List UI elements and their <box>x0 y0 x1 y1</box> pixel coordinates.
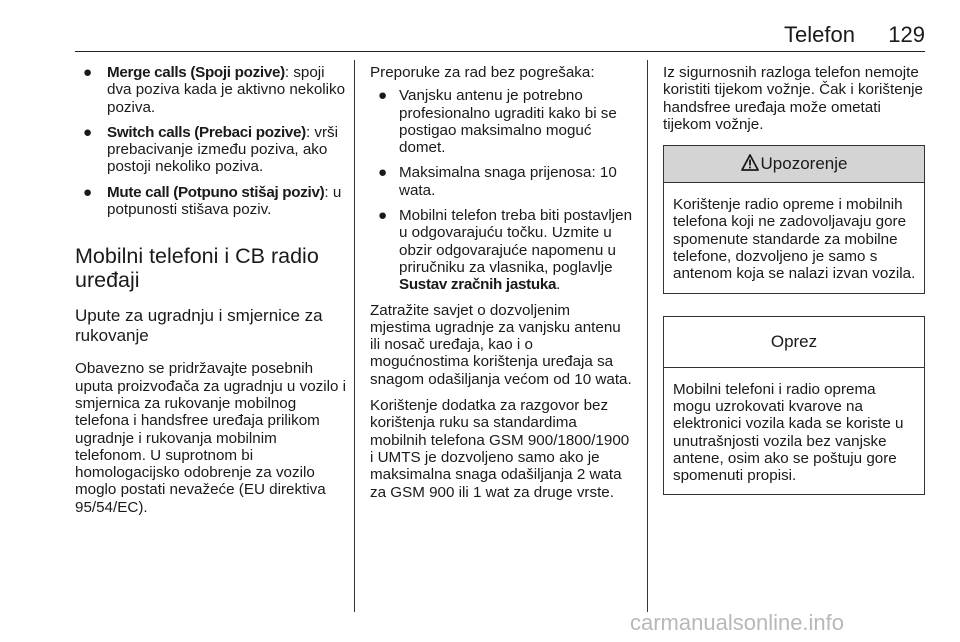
bullet-icon: ● <box>83 183 93 201</box>
body-paragraph: Iz sigurnosnih razloga telefon nemojte koristiti tijekom vožnje. Čak i korištenje handsfree uređaja može ometati tijekom vožnje. <box>663 64 923 133</box>
body-paragraph: Obavezno se pridržavajte posebnih uputa proizvođača za ugradnju u vozilo i smjernica za rukovanje mobilnog telefona i handsfree uređaja prilikom ugradnje i rukovanja mobilnim telefonom. U suprotnom bi homologacijsko odobrenje za vozilo moglo postati nevažeće (EU direktiva 95/54/EC). <box>75 360 347 516</box>
bullet-icon: ● <box>378 207 388 225</box>
column-divider <box>354 60 355 612</box>
body-paragraph: Korištenje dodatka za razgovor bez korištenja ruku sa standardima mobilnih telefona GSM 900/1800/1900 i UMTS je dozvoljeno samo ako je maksimalna snaga odašiljanja 2 wata za GSM 900 ili 1 wat za druge vrste. <box>370 397 630 501</box>
call-options-list <box>75 64 347 218</box>
watermark: carmanualsonline.info <box>630 610 845 635</box>
list-item <box>370 164 634 199</box>
caution-box <box>663 316 925 496</box>
option-description: : u potpunosti stišava poziv. <box>107 183 342 219</box>
section-heading: Mobilni telefoni i CB radio uređaji <box>75 244 319 293</box>
list-item <box>75 64 347 116</box>
page-header <box>75 22 925 48</box>
caution-header: Oprez <box>664 317 924 368</box>
option-description: : vrši prebacivanje između poziva, ako postoji nekoliko poziva. <box>107 123 338 176</box>
option-description: : spoji dva poziva kada je aktivno nekoliko poziva. <box>107 64 346 116</box>
bullet-icon: ● <box>83 123 93 141</box>
list-item-text: Mobilni telefon treba biti postavljen u odgovarajuću točku. Uzmite u obzir odgovarajuće napomenu u priručniku za vlasnika, poglavlje <box>399 207 633 276</box>
recommendations-intro: Preporuke za rad bez pogrešaka: <box>370 64 595 81</box>
bullet-icon: ● <box>378 164 388 182</box>
list-item-text: Vanjsku antenu je potrebno profesionalno ugraditi kako bi se postigao maksimalno moguć domet. <box>399 87 617 157</box>
subsection-heading: Upute za ugradnju i smjernice za rukovanje <box>75 306 323 346</box>
option-name: Merge calls (Spoji pozive) <box>107 64 285 81</box>
warning-box <box>663 145 925 293</box>
column-1 <box>75 64 347 525</box>
chapter-reference: Sustav zračnih jastuka <box>399 276 557 294</box>
list-item <box>370 207 634 293</box>
warning-text: Korištenje radio opreme i mobilnih telefona koji ne zadovoljavaju gore spomenute standarde za mobilne telefone, dozvoljeno je samo s antenom koja se nalazi izvan vozila. <box>673 196 916 283</box>
section-title: Telefon <box>784 22 855 47</box>
list-item <box>75 124 347 176</box>
list-item <box>370 87 634 156</box>
header-rule <box>75 51 925 52</box>
bullet-icon: ● <box>83 64 93 81</box>
warning-header <box>664 146 924 183</box>
bullet-icon: ● <box>378 87 388 105</box>
body-paragraph: Zatražite savjet o dozvoljenim mjestima ugradnje za vanjsku antenu ili nosač uređaja, kao i o mogućnostima korištenja uređaja sa snagom odašiljanja većom od 10 wata. <box>370 301 632 388</box>
column-2 <box>370 64 634 510</box>
list-item-end: . <box>556 276 561 294</box>
option-name: Switch calls (Prebaci pozive) <box>107 123 306 141</box>
caution-text: Mobilni telefoni i radio oprema mogu uzrokovati kvarove na elektronici vozila kada se koriste u unutrašnjosti vozila bez vanjske antene, osim ako se poštuju gore spomenuti propisi. <box>673 380 904 485</box>
warning-triangle-icon <box>741 154 759 171</box>
column-divider <box>647 60 648 612</box>
column-3 <box>663 64 925 517</box>
recommendations-list <box>370 87 634 293</box>
list-item-text: Maksimalna snaga prijenosa: 10 wata. <box>399 164 617 199</box>
page-number: 129 <box>888 22 925 47</box>
option-name: Mute call (Potpuno stišaj poziv) <box>107 183 325 201</box>
warning-title: Upozorenje <box>760 154 848 174</box>
list-item <box>75 184 347 219</box>
